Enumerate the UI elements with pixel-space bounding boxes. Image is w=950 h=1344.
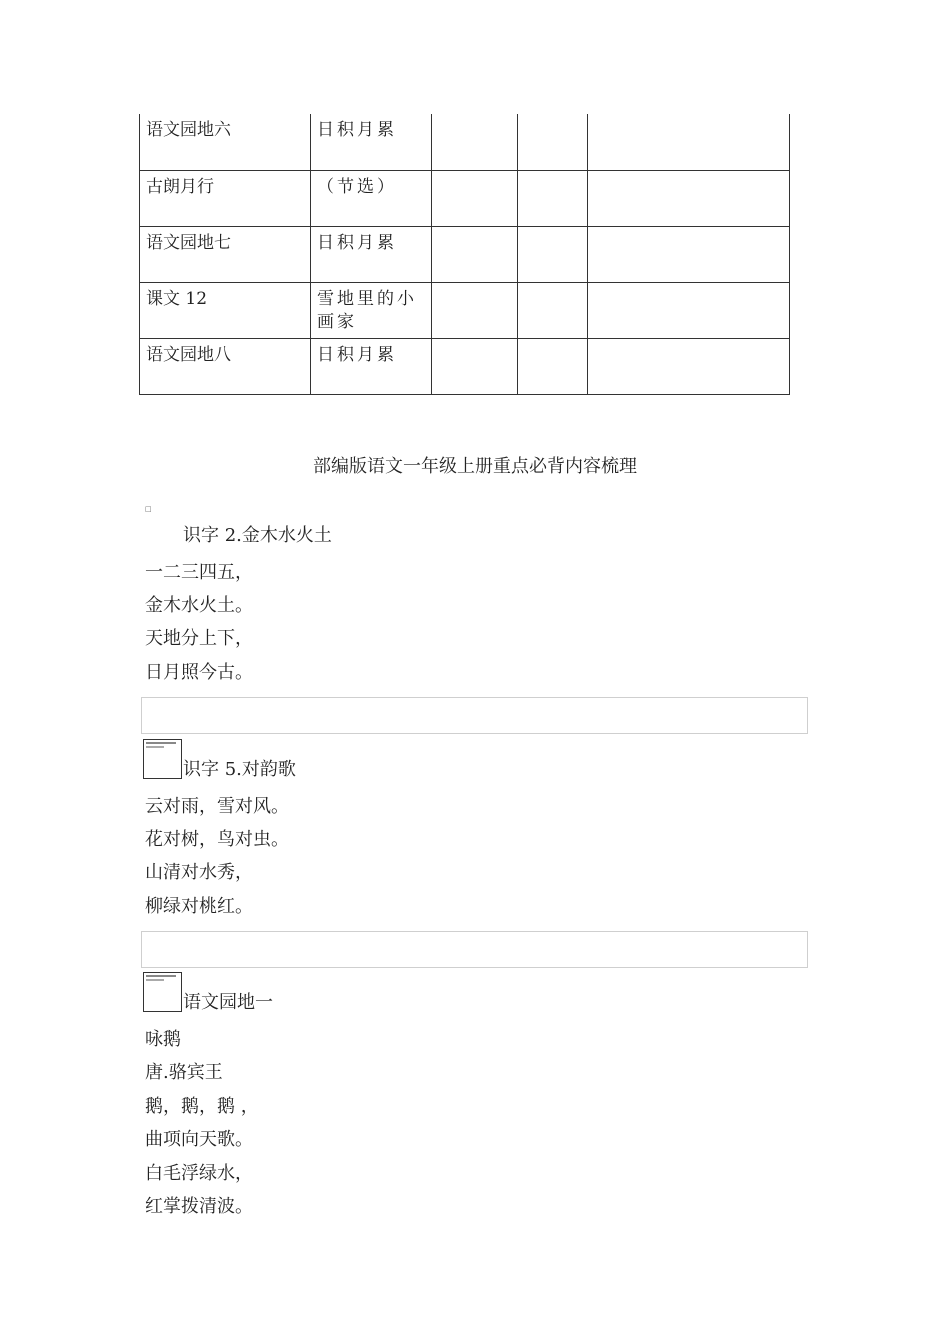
lesson-cell: 课文 12 [140,282,311,338]
section-heading: 语文园地一 [183,992,273,1013]
empty-cell [588,226,790,282]
page-title: 部编版语文一年级上册重点必背内容梳理 [313,456,637,477]
verse-line: 白毛浮绿水， [145,1163,253,1184]
empty-cell [432,282,518,338]
content-cell: （节选） [311,170,432,226]
empty-cell [432,226,518,282]
verse-line: 花对树，鸟对虫。 [145,829,289,850]
content-cell: 日积月累 [311,226,432,282]
empty-cell [588,170,790,226]
verse-line: 一二三四五， [145,562,253,583]
empty-frame [141,931,808,968]
verse-line: 鹅，鹅，鹅 ， [145,1096,259,1117]
verse-line: 山清对水秀， [145,862,253,883]
empty-cell [588,282,790,338]
content-cell: 雪地里的小画家 [311,282,432,338]
verse-line: 金木水火土。 [145,595,253,616]
lesson-cell: 语文园地七 [140,226,311,282]
lesson-cell: 语文园地八 [140,338,311,394]
table-row [140,282,790,338]
verse-line: 柳绿对桃红。 [145,896,253,917]
table-row [140,226,790,282]
verse-line: 天地分上下， [145,628,253,649]
empty-cell [432,114,518,170]
lesson-cell: 古朗月行 [140,170,311,226]
content-cell: 日积月累 [311,114,432,170]
empty-cell [518,282,588,338]
section-heading: 识字 2.金木水火土 [183,525,332,546]
verse-line: 云对雨，雪对风。 [145,796,289,817]
content-cell: 日积月累 [311,338,432,394]
table-row [140,114,790,170]
empty-cell [518,170,588,226]
image-thumbnail [143,972,182,1012]
lesson-cell: 语文园地六 [140,114,311,170]
empty-cell [518,338,588,394]
empty-cell [518,226,588,282]
section-heading: 识字 5.对韵歌 [183,759,296,780]
placeholder-glyph: □ [145,505,152,513]
verse-line: 日月照今古。 [145,662,253,683]
poem-author: 唐.骆宾王 [145,1062,223,1083]
lesson-table [139,114,790,395]
verse-line: 红掌拨清波。 [145,1196,253,1217]
table-row [140,338,790,394]
empty-cell [432,170,518,226]
empty-cell [588,338,790,394]
empty-frame [141,697,808,734]
verse-line: 曲项向天歌。 [145,1129,253,1150]
empty-cell [432,338,518,394]
empty-cell [518,114,588,170]
poem-title: 咏鹅 [145,1029,181,1050]
table-row [140,170,790,226]
empty-cell [588,114,790,170]
image-thumbnail [143,739,182,779]
